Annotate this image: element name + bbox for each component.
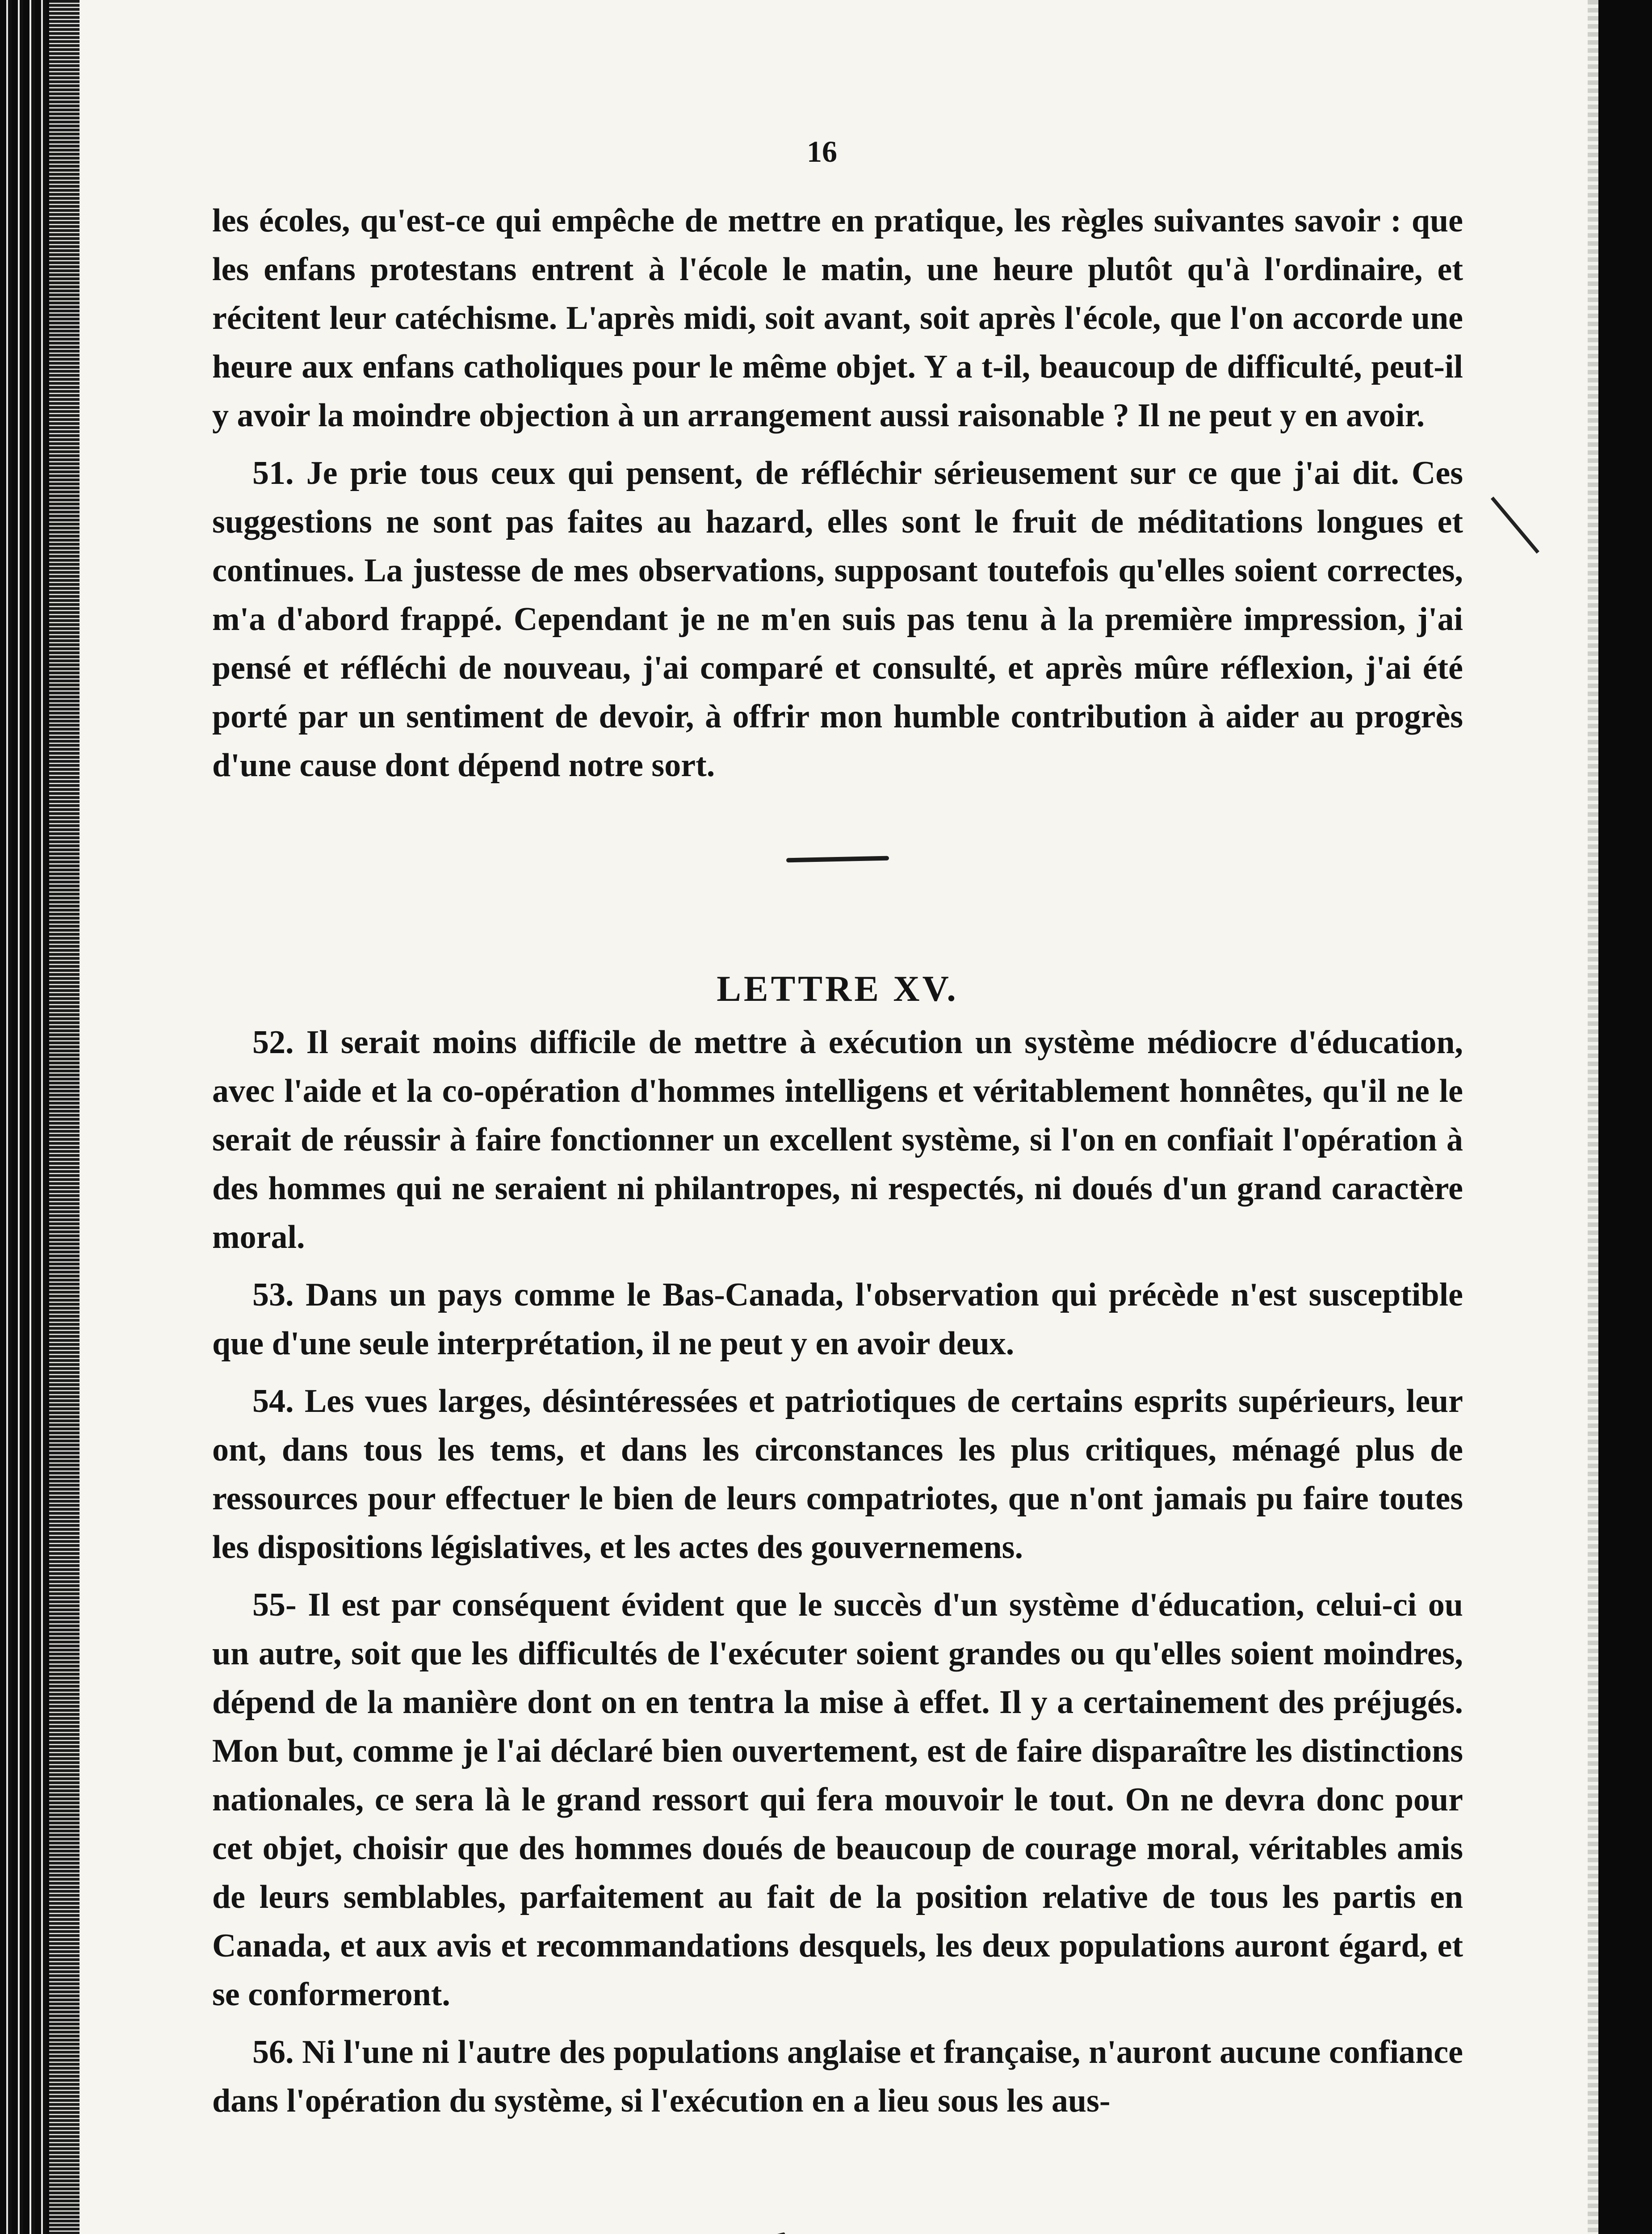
paragraph-55: 55- Il est par conséquent évident que le succès d'un système d'éducation, celui-ci ou un autre, soit que les difficultés de l'exécuter soient grandes ou qu'elles soient moindres, dépend de la manière dont on en tentra la mise à effet. Il y a certainement des préjugés. Mon but, comme je l'ai déclaré bien ouvertement, est de faire disparaître les distinctions nationales, ce sera là le grand ressort qui fera mouvoir le tout. On ne devra donc pour cet objet, choisir que des hommes doués de beaucoup de courage moral, véritables amis de leurs semblables, parfaitement au fait de la position relative de tous les partis en Canada, et aux avis et recommandations desquels, les deux populations auront égard, et se conformeront. [212, 1587, 1463, 2013]
paragraph-51: 51. Je prie tous ceux qui pensent, de réfléchir sérieusement sur ce que j'ai dit. Ces suggestions ne sont pas faites au hazard, elles sont le fruit de méditations longues et continues. La justesse de mes observations, supposant toutefois qu'elles soient correctes, m'a d'abord frappé. Cependant je ne m'en suis pas tenu à la première impression, j'ai pensé et réfléchi de nouveau, j'ai comparé et consulté, et après mûre réflexion, j'ai été porté par un sentiment de devoir, à offrir mon humble contribution à aider au progrès d'une cause dont dépend notre sort. [212, 455, 1463, 784]
paragraph-54: 54. Les vues larges, désintéressées et patriotiques de certains esprits supérieurs, leur ont, dans tous les tems, et dans les circonstances les plus critiques, ménagé plus de ressources pour effectuer le bien de leurs compatriotes, que n'ont jamais pu faire toutes les dispositions législatives, et les actes des gouvernemens. [212, 1383, 1463, 1566]
right-page-edge [1588, 0, 1598, 2234]
bottom-pen-stroke [698, 2232, 785, 2234]
left-binding-strip [49, 0, 80, 2234]
margin-pen-stroke [1491, 496, 1539, 554]
page-number: 16 [807, 134, 837, 168]
section-divider [786, 856, 889, 863]
paragraph-56: 56. Ni l'une ni l'autre des populations anglaise et française, n'auront aucune confiance dans l'opération du système, si l'exécution en a lieu sous les aus- [212, 2034, 1463, 2119]
right-dark-margin [1598, 0, 1652, 2234]
left-binding-edge [0, 0, 80, 2234]
paragraph-53: 53. Dans un pays comme le Bas-Canada, l'observation qui précède n'est susceptible que d'une seule interprétation, il ne peut y en avoir deux. [212, 1277, 1463, 1362]
letter-heading: LETTRE XV. [717, 968, 959, 1009]
paragraph-continuation: les écoles, qu'est-ce qui empêche de mettre en pratique, les règles suivantes savoir : que les enfans protestans entrent à l'école le matin, une heure plutôt qu'à l'ordinaire, et récitent leur catéchisme. L'après midi, soit avant, soit après l'école, que l'on accorde une heure aux enfans catholiques pour le même objet. Y a t-il, beaucoup de difficulté, peut-il y avoir la moindre objection à un arrangement aussi raisonable ? Il ne peut y en avoir. [212, 202, 1463, 434]
page-body [212, 197, 1463, 2134]
paragraph-52: 52. Il serait moins difficile de mettre à exécution un système médiocre d'éducation, avec l'aide et la co-opération d'hommes intelligens et véritablement honnêtes, qu'il ne le serait de réussir à faire fonctionner un excellent système, si l'on en confiait l'opération à des hommes qui ne seraient ni philantropes, ni respectés, ni doués d'un grand caractère moral. [212, 1024, 1463, 1256]
